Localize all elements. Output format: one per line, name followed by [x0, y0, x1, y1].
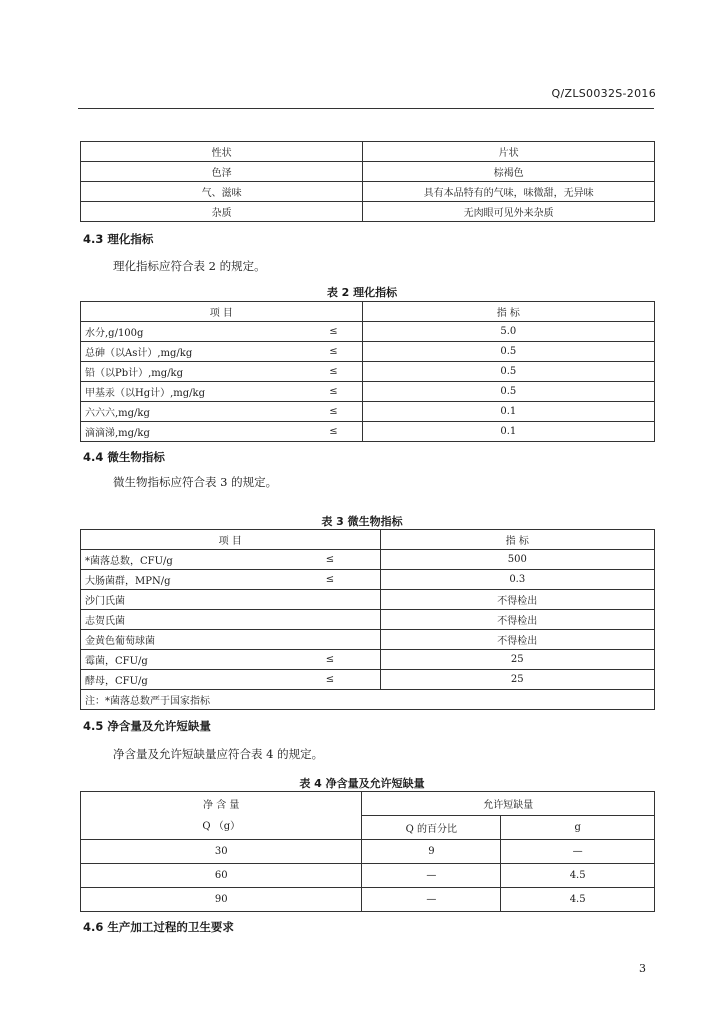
item-cell: 沙门氏菌 [81, 590, 281, 610]
paragraph-4-4: 微生物指标应符合表 3 的规定。 [113, 475, 278, 489]
value-cell: 0.1 [362, 402, 654, 422]
table-row [81, 342, 655, 362]
item-cell: 酵母，CFU/g [81, 670, 281, 690]
paragraph-4-3: 理化指标应符合表 2 的规定。 [113, 259, 266, 273]
table2-caption: 表 2 理化指标 [326, 286, 398, 299]
physicochemical-table [80, 301, 655, 442]
table-cell: 性状 [81, 142, 363, 162]
table-header-row [81, 530, 655, 550]
table-header-row [81, 792, 655, 816]
item-cell: *菌落总数，CFU/g [81, 550, 281, 570]
table-row [81, 590, 655, 610]
table-note: 注：*菌落总数严于国家指标 [81, 690, 655, 710]
header-cell-percent: Q 的百分比 [362, 816, 501, 840]
operator-cell: ≤ [305, 362, 362, 382]
table-cell: 色泽 [81, 162, 363, 182]
table-row [81, 322, 655, 342]
operator-cell: ≤ [280, 570, 380, 590]
header-cell-net-content [81, 792, 362, 840]
table-cell: 气、滋味 [81, 182, 363, 202]
item-cell: 霉菌，CFU/g [81, 650, 281, 670]
value-cell: 0.5 [362, 382, 654, 402]
header-rule [78, 108, 654, 109]
table-row [81, 670, 655, 690]
section-heading-4-3: 4.3 理化指标 [83, 232, 154, 246]
pct-cell: 9 [362, 840, 501, 864]
item-cell: 总砷（以As计）,mg/kg [81, 342, 306, 362]
item-cell: 滴滴涕,mg/kg [81, 422, 306, 442]
header-cell-item: 项 目 [81, 302, 363, 322]
table-row [81, 840, 655, 864]
table-cell: 棕褐色 [363, 162, 655, 182]
item-cell: 志贺氏菌 [81, 610, 281, 630]
item-cell: 水分,g/100g [81, 322, 306, 342]
table-row [81, 382, 655, 402]
table3-caption: 表 3 微生物指标 [321, 515, 403, 528]
item-cell: 甲基汞（以Hg计）,mg/kg [81, 382, 306, 402]
table-note-row [81, 690, 655, 710]
table-row [81, 202, 655, 222]
section-heading-4-4: 4.4 微生物指标 [83, 450, 165, 464]
q-cell: 30 [81, 840, 362, 864]
operator-cell [280, 610, 380, 630]
value-cell: 25 [380, 650, 654, 670]
net-content-table [80, 791, 655, 912]
value-cell: 0.1 [362, 422, 654, 442]
item-cell: 六六六,mg/kg [81, 402, 306, 422]
q-cell: 90 [81, 888, 362, 912]
operator-cell [280, 590, 380, 610]
table-row [81, 550, 655, 570]
value-cell: 不得检出 [380, 610, 654, 630]
value-cell: 5.0 [362, 322, 654, 342]
operator-cell: ≤ [305, 342, 362, 362]
pct-cell: — [362, 888, 501, 912]
table4-caption: 表 4 净含量及允许短缺量 [299, 777, 425, 790]
item-cell: 铅（以Pb计）,mg/kg [81, 362, 306, 382]
operator-cell: ≤ [280, 670, 380, 690]
value-cell: 0.3 [380, 570, 654, 590]
header-cell-index: 指 标 [380, 530, 654, 550]
operator-cell: ≤ [305, 322, 362, 342]
table-row [81, 610, 655, 630]
section-heading-4-6: 4.6 生产加工过程的卫生要求 [83, 920, 234, 934]
header-cell-grams: g [501, 816, 655, 840]
header-cell-index: 指 标 [362, 302, 654, 322]
operator-cell: ≤ [280, 650, 380, 670]
table-row [81, 630, 655, 650]
q-cell: 60 [81, 864, 362, 888]
paragraph-4-5: 净含量及允许短缺量应符合表 4 的规定。 [113, 747, 324, 761]
operator-cell: ≤ [280, 550, 380, 570]
item-cell: 大肠菌群，MPN/g [81, 570, 281, 590]
table-row [81, 422, 655, 442]
table-row [81, 162, 655, 182]
operator-cell [280, 630, 380, 650]
operator-cell: ≤ [305, 382, 362, 402]
sensory-table [80, 141, 655, 222]
value-cell: 不得检出 [380, 590, 654, 610]
value-cell: 0.5 [362, 342, 654, 362]
value-cell: 500 [380, 550, 654, 570]
table-cell: 杂质 [81, 202, 363, 222]
table-row [81, 864, 655, 888]
value-cell: 25 [380, 670, 654, 690]
table-row [81, 402, 655, 422]
operator-cell: ≤ [305, 422, 362, 442]
table-row [81, 570, 655, 590]
value-cell: 不得检出 [380, 630, 654, 650]
item-cell: 金黄色葡萄球菌 [81, 630, 281, 650]
table-cell: 片状 [363, 142, 655, 162]
operator-cell: ≤ [305, 402, 362, 422]
table-cell: 具有本品特有的气味，味微甜，无异味 [363, 182, 655, 202]
table-cell: 无肉眼可见外来杂质 [363, 202, 655, 222]
header-cell-allowed-shortage: 允许短缺量 [362, 792, 655, 816]
table-row [81, 142, 655, 162]
grams-cell: 4.5 [501, 888, 655, 912]
table-row [81, 650, 655, 670]
section-heading-4-5: 4.5 净含量及允许短缺量 [83, 719, 211, 733]
microbial-table [80, 529, 655, 710]
table-row [81, 182, 655, 202]
pct-cell: — [362, 864, 501, 888]
table-row [81, 362, 655, 382]
table-header-row [81, 302, 655, 322]
net-content-label: 净 含 量 [203, 799, 240, 811]
grams-cell: 4.5 [501, 864, 655, 888]
header-cell-item: 项 目 [81, 530, 381, 550]
table-row [81, 888, 655, 912]
value-cell: 0.5 [362, 362, 654, 382]
grams-cell: — [501, 840, 655, 864]
q-unit-label: Q （g） [202, 820, 241, 832]
document-code: Q/ZLS0032S-2016 [551, 87, 656, 100]
page-number: 3 [639, 962, 646, 975]
